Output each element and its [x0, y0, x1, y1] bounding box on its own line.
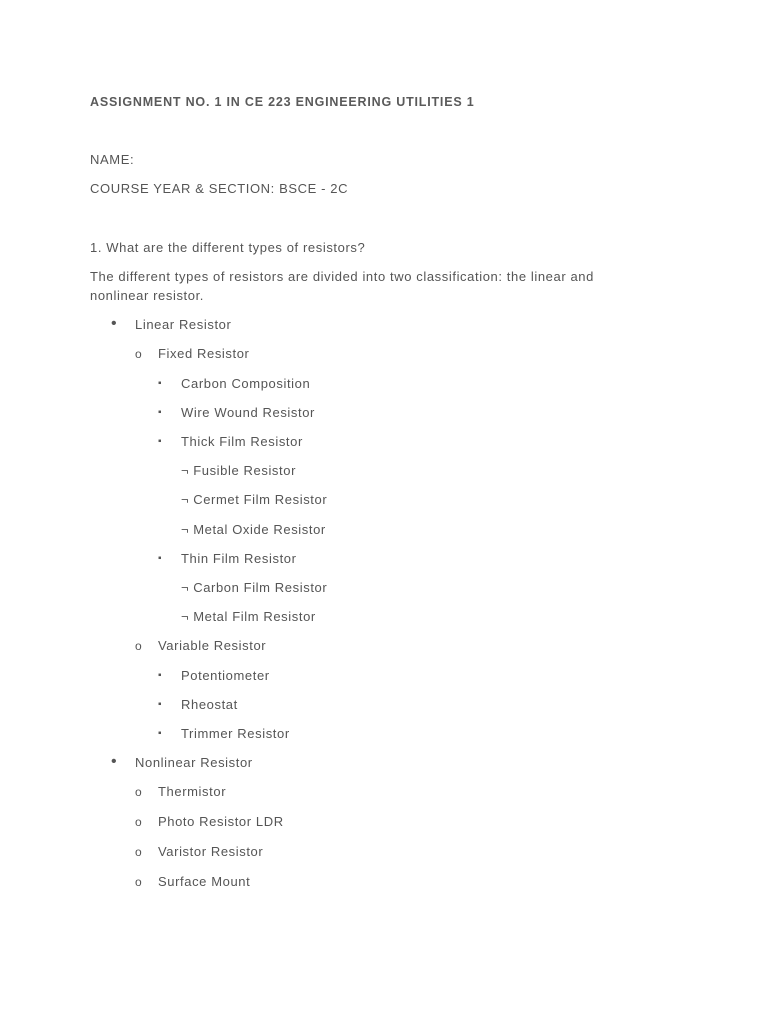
bullet-marker: • [111, 315, 118, 332]
list-item-photo-resistor: Photo Resistor LDR [158, 814, 284, 829]
not-sign-marker: ¬ [181, 492, 190, 507]
answer-paragraph: The different types of resistors are divided into two classification: the linear and nonlinear resistor. [90, 269, 594, 303]
circle-marker: o [135, 875, 143, 889]
list-item-thin-film: Thin Film Resistor [181, 551, 297, 566]
list-item-fusible [181, 462, 296, 480]
list-item-rheostat: Rheostat [181, 697, 238, 712]
list-item-metal-film [181, 608, 316, 626]
circle-marker: o [135, 815, 143, 829]
square-marker: ▪ [158, 378, 163, 389]
square-marker: ▪ [158, 407, 163, 418]
list-item-thick-film: Thick Film Resistor [181, 434, 303, 449]
list-item-fixed-resistor: Fixed Resistor [158, 346, 250, 361]
not-sign-marker: ¬ [181, 522, 190, 537]
document-title: ASSIGNMENT NO. 1 IN CE 223 ENGINEERING UTILITIES 1 [90, 95, 475, 109]
circle-marker: o [135, 845, 143, 859]
bullet-marker: • [111, 753, 118, 770]
circle-marker: o [135, 639, 143, 653]
circle-marker: o [135, 785, 143, 799]
list-item-varistor: Varistor Resistor [158, 844, 264, 859]
not-sign-marker: ¬ [181, 609, 190, 624]
square-marker: ▪ [158, 553, 163, 564]
list-item-wire-wound: Wire Wound Resistor [181, 405, 315, 420]
list-item-linear-resistor: Linear Resistor [135, 317, 232, 332]
list-item-nonlinear-resistor: Nonlinear Resistor [135, 755, 253, 770]
list-item-label: Metal Film Resistor [193, 609, 316, 624]
list-item-label: Cermet Film Resistor [193, 492, 328, 507]
list-item-label: Carbon Film Resistor [193, 580, 328, 595]
list-item-label: Fusible Resistor [193, 463, 296, 478]
list-item-surface-mount: Surface Mount [158, 874, 251, 889]
list-item-cermet-film [181, 491, 327, 509]
square-marker: ▪ [158, 436, 163, 447]
square-marker: ▪ [158, 728, 163, 739]
course-section-line: COURSE YEAR & SECTION: BSCE - 2C [90, 181, 349, 196]
name-label: NAME: [90, 152, 135, 167]
list-item-carbon-composition: Carbon Composition [181, 376, 311, 391]
not-sign-marker: ¬ [181, 580, 190, 595]
not-sign-marker: ¬ [181, 463, 190, 478]
list-item-trimmer: Trimmer Resistor [181, 726, 290, 741]
list-item-carbon-film [181, 579, 327, 597]
circle-marker: o [135, 347, 143, 361]
square-marker: ▪ [158, 699, 163, 710]
list-item-thermistor: Thermistor [158, 784, 227, 799]
square-marker: ▪ [158, 670, 163, 681]
list-item-potentiometer: Potentiometer [181, 668, 270, 683]
question-1: 1. What are the different types of resistors? [90, 240, 366, 255]
list-item-metal-oxide [181, 521, 326, 539]
list-item-label: Metal Oxide Resistor [193, 522, 326, 537]
list-item-variable-resistor: Variable Resistor [158, 638, 267, 653]
